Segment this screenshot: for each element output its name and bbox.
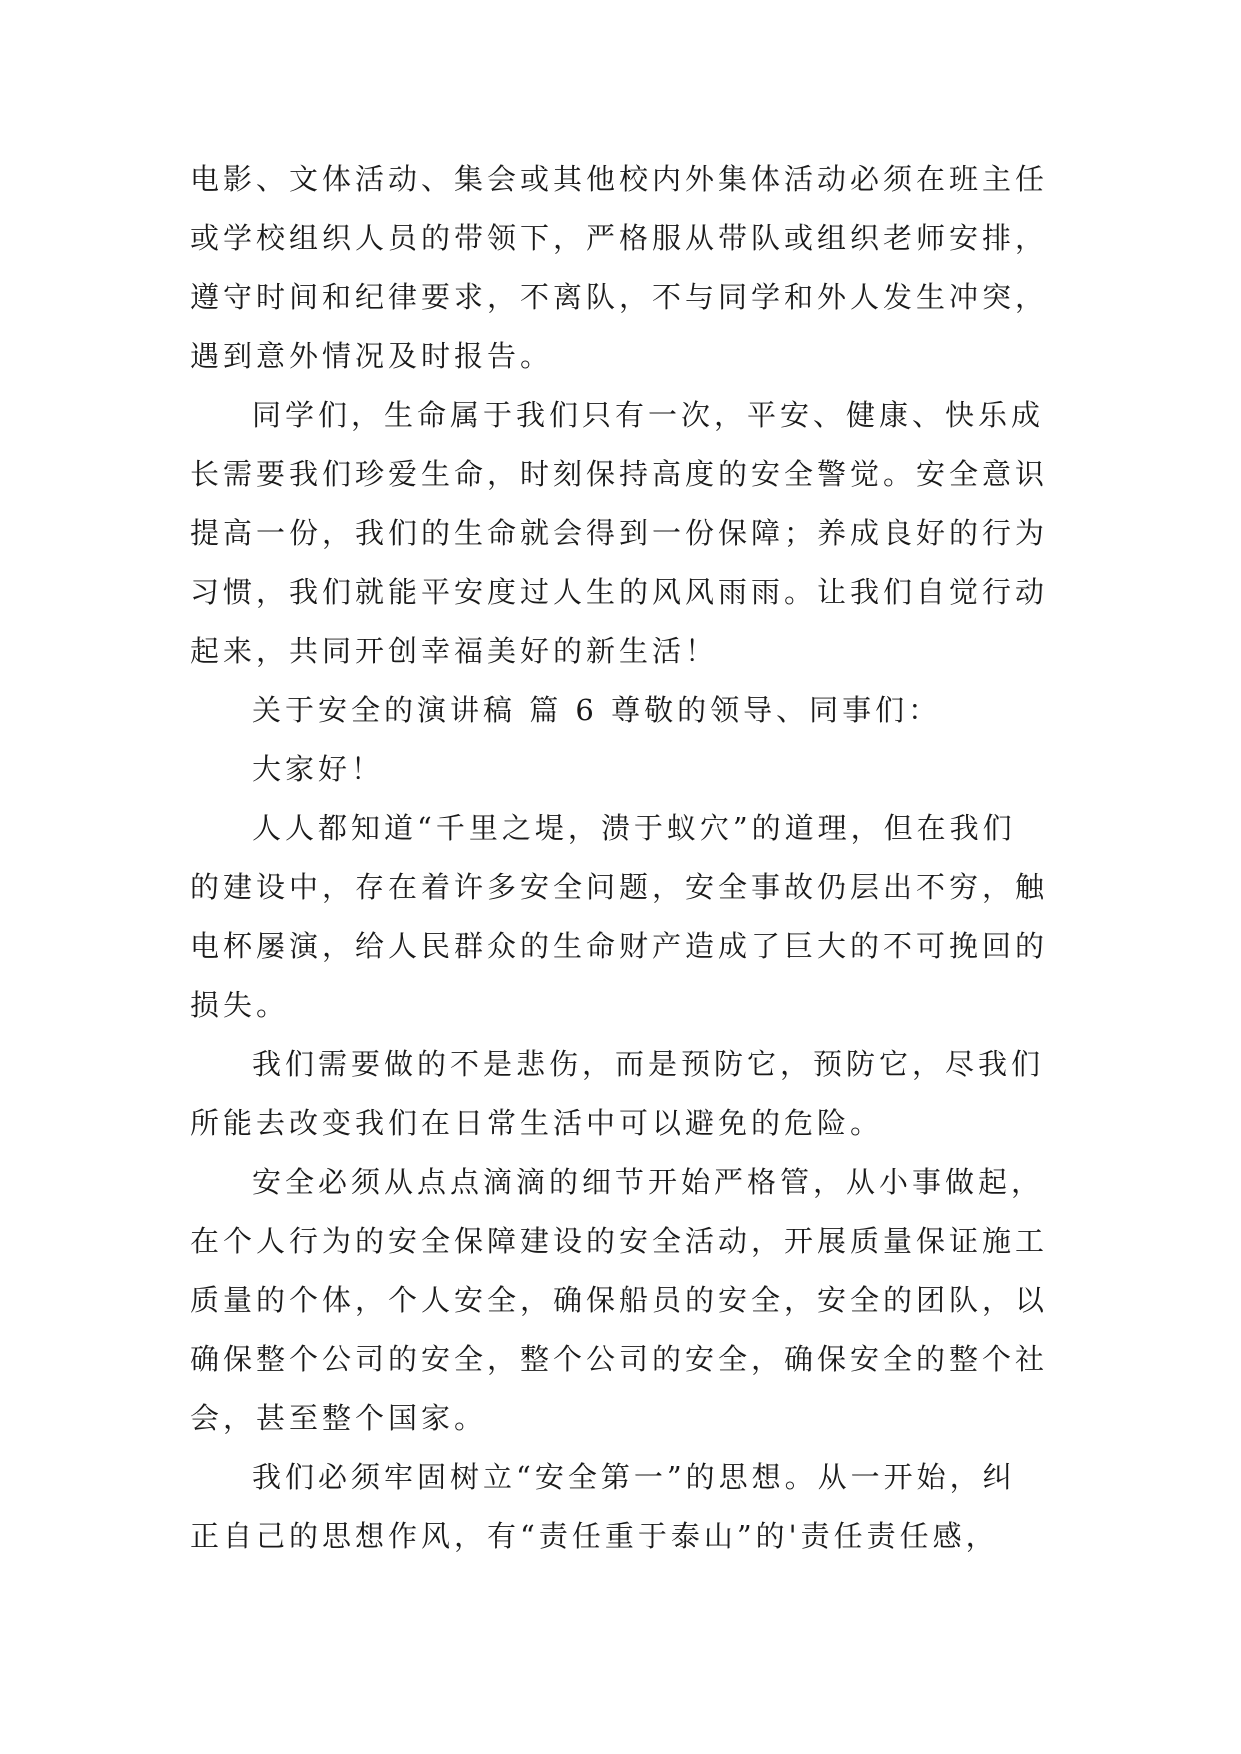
text-line: 起来，共同开创幸福美好的新生活！ — [190, 634, 719, 668]
text-line: 遵守时间和纪律要求，不离队，不与同学和外人发生冲突， — [190, 280, 1049, 314]
text-line: 质量的个体，个人安全，确保船员的安全，安全的团队，以 — [190, 1283, 1049, 1317]
text-line: 长需要我们珍爱生命，时刻保持高度的安全警觉。安全意识 — [190, 457, 1049, 491]
text-line: 正自己的思想作风，有“责任重于泰山”的'责任责任感， — [190, 1519, 999, 1553]
text-line: 电杯屡演，给人民群众的生命财产造成了巨大的不可挽回的 — [190, 929, 1049, 963]
text-line: 或学校组织人员的带领下，严格服从带队或组织老师安排， — [190, 221, 1049, 255]
text-line: 习惯，我们就能平安度过人生的风风雨雨。让我们自觉行动 — [190, 575, 1049, 609]
text-line: 我们需要做的不是悲伤，而是预防它，预防它，尽我们 — [252, 1047, 1045, 1081]
greeting-line: 大家好！ — [252, 752, 385, 786]
text-line: 提高一份，我们的生命就会得到一份保障；养成良好的行为 — [190, 516, 1049, 550]
text-line: 所能去改变我们在日常生活中可以避免的危险。 — [190, 1106, 884, 1140]
section-heading-line: 关于安全的演讲稿 篇 6 尊敬的领导、同事们： — [252, 693, 942, 727]
text-line: 我们必须牢固树立“安全第一”的思想。从一开始，纠 — [252, 1460, 1016, 1494]
document-page — [190, 150, 1070, 1566]
text-line: 在个人行为的安全保障建设的安全活动，开展质量保证施工 — [190, 1224, 1049, 1258]
text-line: 同学们，生命属于我们只有一次，平安、健康、快乐成 — [252, 398, 1045, 432]
text-line: 遇到意外情况及时报告。 — [190, 339, 554, 373]
text-line: 的建设中，存在着许多安全问题，安全事故仍层出不穷，触 — [190, 870, 1049, 904]
text-line: 安全必须从点点滴滴的细节开始严格管，从小事做起， — [252, 1165, 1045, 1199]
text-line: 确保整个公司的安全，整个公司的安全，确保安全的整个社 — [190, 1342, 1049, 1376]
text-line: 人人都知道“千里之堤，溃于蚁穴”的道理，但在我们 — [252, 811, 1016, 845]
text-line: 电影、文体活动、集会或其他校内外集体活动必须在班主任 — [190, 162, 1049, 196]
text-line: 会，甚至整个国家。 — [190, 1401, 488, 1435]
text-line: 损失。 — [190, 988, 290, 1022]
